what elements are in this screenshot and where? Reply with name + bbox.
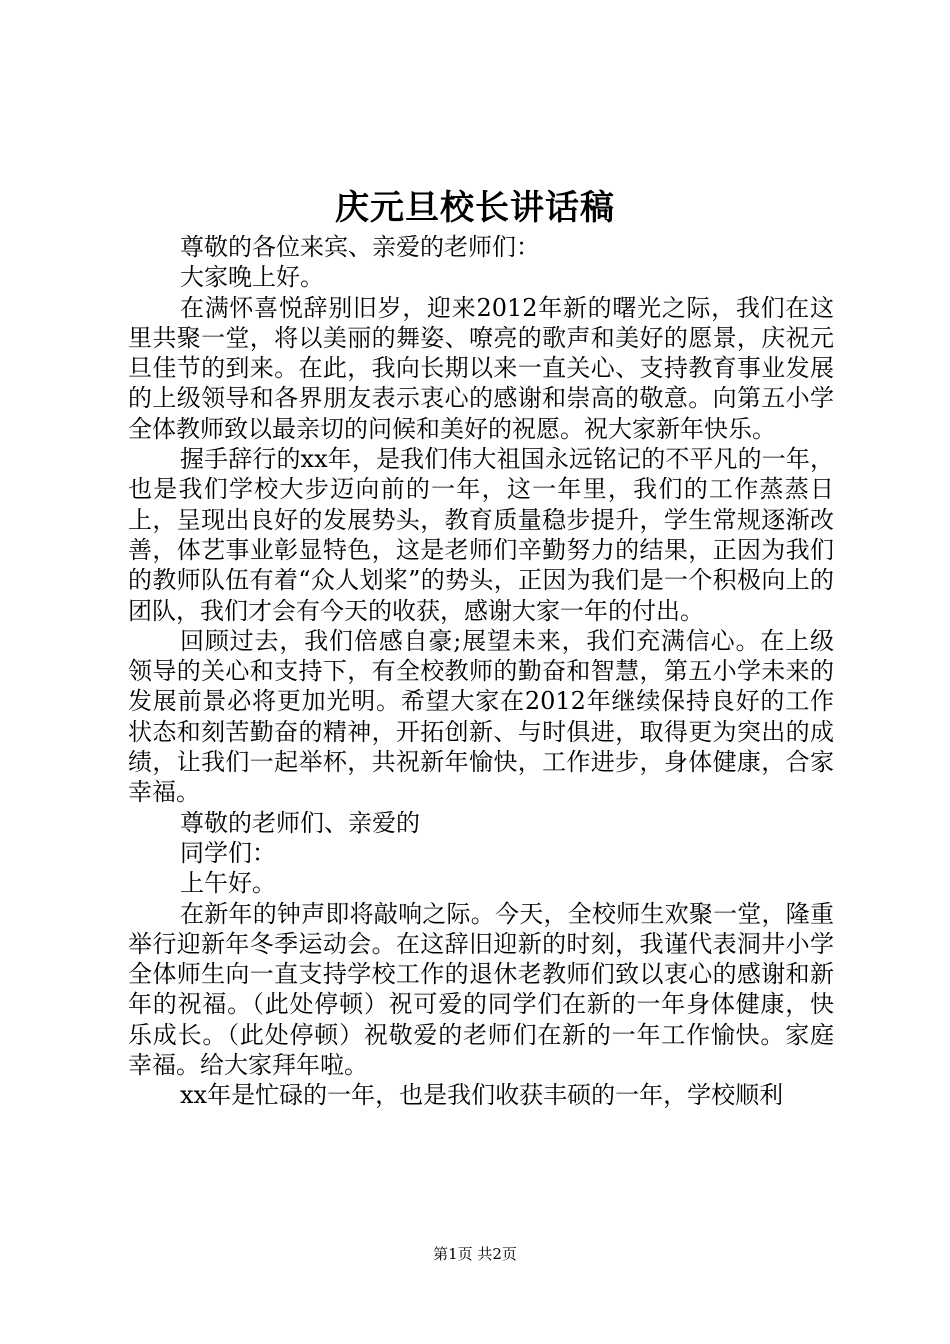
paragraph: xx年是忙碌的一年，也是我们收获丰硕的一年，学校顺利 — [180, 1081, 784, 1110]
paragraph-salutation: 尊敬的老师们、亲爱的 — [180, 808, 420, 837]
paragraph: 在满怀喜悦辞别旧岁，迎来2012年新的曙光之际，我们在这里共聚一堂，将以美丽的舞姿、嘹亮的歌声和美好的愿景，庆祝元旦佳节的到来。在此，我向长期以来一直关心、支持教育事业发展的上级领导和各界朋友表示衷心的感谢和崇高的敬意。向第五小学全体教师致以最亲切的问候和美好的祝愿。祝大家新年快乐。 — [128, 293, 834, 443]
paragraph: 握手辞行的xx年，是我们伟大祖国永远铭记的不平凡的一年，也是我们学校大步迈向前的一年，这一年里，我们的工作蒸蒸日上，呈现出良好的发展势头，教育质量稳步提升，学生常规逐渐改善，体艺事业彰显特色，这是老师们辛勤努力的结果，正因为我们的教师队伍有着“众人划桨”的势头，正因为我们是一个积极向上的团队，我们才会有今天的收获，感谢大家一年的付出。 — [128, 445, 834, 625]
paragraph-salutation: 尊敬的各位来宾、亲爱的老师们： — [180, 233, 540, 261]
paragraph: 回顾过去，我们倍感自豪;展望未来，我们充满信心。在上级领导的关心和支持下，有全校教师的勤奋和智慧，第五小学未来的发展前景必将更加光明。希望大家在2012年继续保持良好的工作状态和刻苦勤奋的精神，开拓创新、与时俱进，取得更为突出的成绩，让我们一起举杯，共祝新年愉快，工作进步，身体健康，合家幸福。 — [128, 626, 834, 807]
document-body — [128, 232, 834, 1111]
paragraph-greeting: 上午好。 — [180, 869, 276, 898]
paragraph-greeting: 大家晚上好。 — [180, 263, 324, 292]
page-title: 庆元旦校长讲话稿 — [335, 188, 615, 228]
paragraph: 在新年的钟声即将敲响之际。今天，全校师生欢聚一堂，隆重举行迎新年冬季运动会。在这辞旧迎新的时刻，我谨代表洞井小学全体师生向一直支持学校工作的退休老教师们致以衷心的感谢和新年的祝福。（此处停顿）祝可爱的同学们在新的一年身体健康，快乐成长。（此处停顿）祝敬爱的老师们在新的一年工作愉快。家庭幸福。给大家拜年啦。 — [128, 899, 834, 1080]
paragraph-salutation: 同学们： — [180, 838, 276, 867]
page-number-footer: 第1页 共2页 — [433, 1245, 517, 1263]
